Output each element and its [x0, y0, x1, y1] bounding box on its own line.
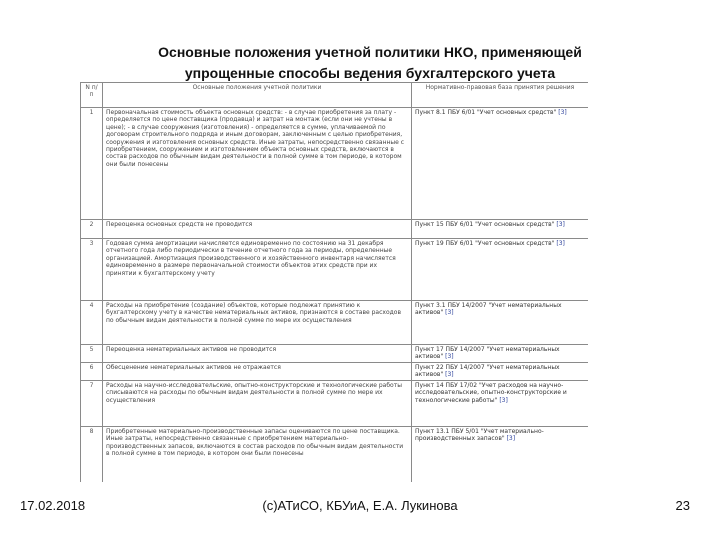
basis-point: Пункт 22 ПБУ 14/2007 "Учет нематериальных активов" — [415, 364, 560, 379]
row-num: 1 — [81, 108, 103, 220]
basis-link[interactable]: [3] — [445, 309, 454, 317]
basis-point: Пункт 14 ПБУ 17/02 "Учет расходов на научно-исследовательские, опытно-конструкторские и технологические работы" — [415, 381, 567, 404]
row-num: 6 — [81, 363, 103, 381]
basis-link[interactable]: [3] — [445, 371, 454, 379]
row-basis — [412, 108, 589, 220]
table-row — [81, 380, 589, 426]
row-provision: Годовая сумма амортизации начисляется единовременно по состоянию на 31 декабря отчетного года либо периодически в течение отчетного года за периоды, определенные организацией. Амортизация производственного и хозяйственного инвентаря начисляется единовременно в размере первоначальной стоимости объектов этих средств при их принятии к бухгалтерскому учету — [103, 239, 412, 301]
row-basis — [412, 239, 589, 301]
row-num: 3 — [81, 239, 103, 301]
table-row — [81, 239, 589, 301]
table-row — [81, 220, 589, 239]
row-provision: Переоценка основных средств не проводится — [103, 220, 412, 239]
slide-title — [90, 42, 650, 84]
basis-point: Пункт 13.1 ПБУ 5/01 "Учет материально-производственных запасов" — [415, 427, 544, 443]
row-provision: Переоценка нематериальных активов не проводится — [103, 345, 412, 363]
scanned-table-image — [80, 82, 588, 482]
accounting-policy-table — [80, 82, 588, 482]
header-num: N п/п — [81, 83, 103, 108]
basis-point: Пункт 15 ПБУ 6/01 "Учет основных средств" — [415, 221, 555, 228]
row-num: 8 — [81, 426, 103, 482]
footer-date: 17.02.2018 — [20, 498, 86, 513]
row-provision: Расходы на научно-исследовательские, опытно-конструкторские и технологические работы списываются на расходы по обычным видам деятельности в полной сумме по мере их осуществления — [103, 380, 412, 426]
basis-point: Пункт 3.1 ПБУ 14/2007 "Учет нематериальных активов" — [415, 302, 562, 317]
basis-link[interactable]: [3] — [558, 109, 567, 116]
row-num: 4 — [81, 301, 103, 345]
table-row — [81, 345, 589, 363]
row-provision: Обесценение нематериальных активов не отражается — [103, 363, 412, 381]
table-row — [81, 426, 589, 482]
slide-title-line-1: Основные положения учетной политики НКО, применяющей — [158, 44, 582, 60]
header-basis: Нормативно-правовая база принятия решения — [412, 83, 589, 108]
basis-link[interactable]: [3] — [499, 396, 508, 404]
row-provision: Первоначальная стоимость объекта основных средств: - в случае приобретения за плату - определяется по цене поставщика (продавца) и затрат на монтаж (если они не учтены в цене); - в случае сооружения (изготовления) - определяется в сумме, уплачиваемой по договорам строительного подряда и иным договорам, заключенным с целью приобретения, сооружения и изготовления основных средств. Иные затраты, непосредственно связанные с приобретением, сооружением и изготовлением объекта основных средств, включаются в состав расходов по обычным видам деятельности в полной сумме в том периоде, в котором они были понесены — [103, 108, 412, 220]
row-basis — [412, 220, 589, 239]
table-row — [81, 301, 589, 345]
row-basis — [412, 426, 589, 482]
row-basis — [412, 363, 589, 381]
basis-point: Пункт 17 ПБУ 14/2007 "Учет нематериальных активов" — [415, 346, 560, 361]
basis-point: Пункт 19 ПБУ 6/01 "Учет основных средств" — [415, 240, 555, 247]
basis-link[interactable]: [3] — [506, 435, 516, 443]
page-number: 23 — [675, 498, 690, 513]
table-row — [81, 363, 589, 381]
table-header-row — [81, 83, 589, 108]
row-num: 7 — [81, 380, 103, 426]
row-provision: Приобретенные материально-производственные запасы оцениваются по цене поставщика. Иные затраты, непосредственно связанные с приобретением материально-производственных запасов, включаются в состав расходов по обычным видам деятельности в полной сумме в том периоде, в котором они были понесены — [103, 426, 412, 482]
basis-link[interactable]: [3] — [556, 221, 565, 228]
row-provision: Расходы на приобретение (создание) объектов, которые подлежат принятию к бухгалтерскому учету в качестве нематериальных активов, признаются в составе расходов по обычным видам деятельности в полной сумме по мере их осуществления — [103, 301, 412, 345]
header-provision: Основные положения учетной политики — [103, 83, 412, 108]
basis-link[interactable]: [3] — [556, 240, 565, 247]
basis-link[interactable]: [3] — [445, 353, 454, 361]
basis-point: Пункт 8.1 ПБУ 6/01 "Учет основных средств" — [415, 109, 557, 116]
row-basis — [412, 301, 589, 345]
row-num: 2 — [81, 220, 103, 239]
row-num: 5 — [81, 345, 103, 363]
slide-title-line-2: упрощенные способы ведения бухгалтерского учета — [184, 65, 556, 81]
table-row — [81, 108, 589, 220]
footer-author: (с)АТиСО, КБУиА, Е.А. Лукинова — [262, 498, 458, 513]
row-basis — [412, 380, 589, 426]
row-basis — [412, 345, 589, 363]
